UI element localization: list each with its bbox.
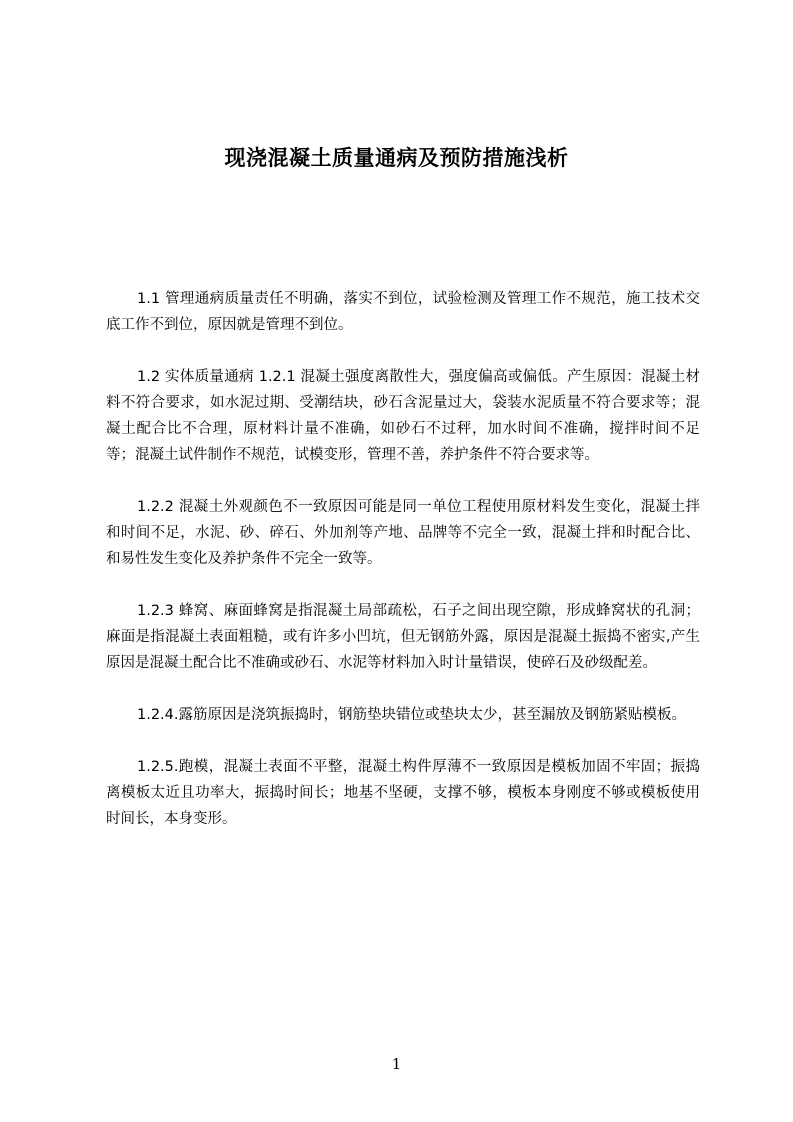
paragraph-honeycomb-pitting: 1.2.3 蜂窝、麻面蜂窝是指混凝土局部疏松，石子之间出现空隙，形成蜂窝状的孔洞；麻面是指混凝土表面粗糙，或有许多小凹坑，但无钢筋外露，原因是混凝土振捣不密实,产生原因是混凝土配合比不准确或砂石、水泥等材料加入时计量错误，使碎石及砂级配差。 (106, 603, 700, 671)
paragraph-exposed-rebar: 1.2.4.露筋原因是浇筑振捣时，钢筋垫块错位或垫块太少，甚至漏放及钢筋紧贴模板。 (137, 707, 687, 723)
paragraph-management-defects: 1.1 管理通病质量责任不明确，落实不到位，试验检测及管理工作不规范，施工技术交底工作不到位，原因就是管理不到位。 (106, 291, 700, 333)
paragraph-strength-dispersion: 1.2 实体质量通病 1.2.1 混凝土强度离散性大，强度偏高或偏低。产生原因：混凝土材料不符合要求，如水泥过期、受潮结块，砂石含泥量过大，袋装水泥质量不符合要求等；混凝土配合比不合理，原材料计量不准确，如砂石不过秤，加水时间不准确，搅拌时间不足等；混凝土试件制作不规范，试模变形，管理不善，养护条件不符合要求等。 (106, 369, 700, 463)
paragraph-color-inconsistency: 1.2.2 混凝土外观颜色不一致原因可能是同一单位工程使用原材料发生变化，混凝土拌和时间不足，水泥、砂、碎石、外加剂等产地、品牌等不完全一致，混凝土拌和时配合比、和易性发生变化及养护条件不完全一致等。 (106, 499, 700, 567)
page-number: 1 (391, 1055, 402, 1073)
document-body (106, 286, 700, 858)
document-title: 现浇混凝土质量通病及预防措施浅析 (224, 146, 569, 170)
paragraph-formwork-movement: 1.2.5.跑模，混凝土表面不平整，混凝土构件厚薄不一致原因是模板加固不牢固；振捣离模板太近且功率大，振捣时间长；地基不坚硬，支撑不够，模板本身刚度不够或模板使用时间长，本身变形。 (106, 759, 700, 827)
